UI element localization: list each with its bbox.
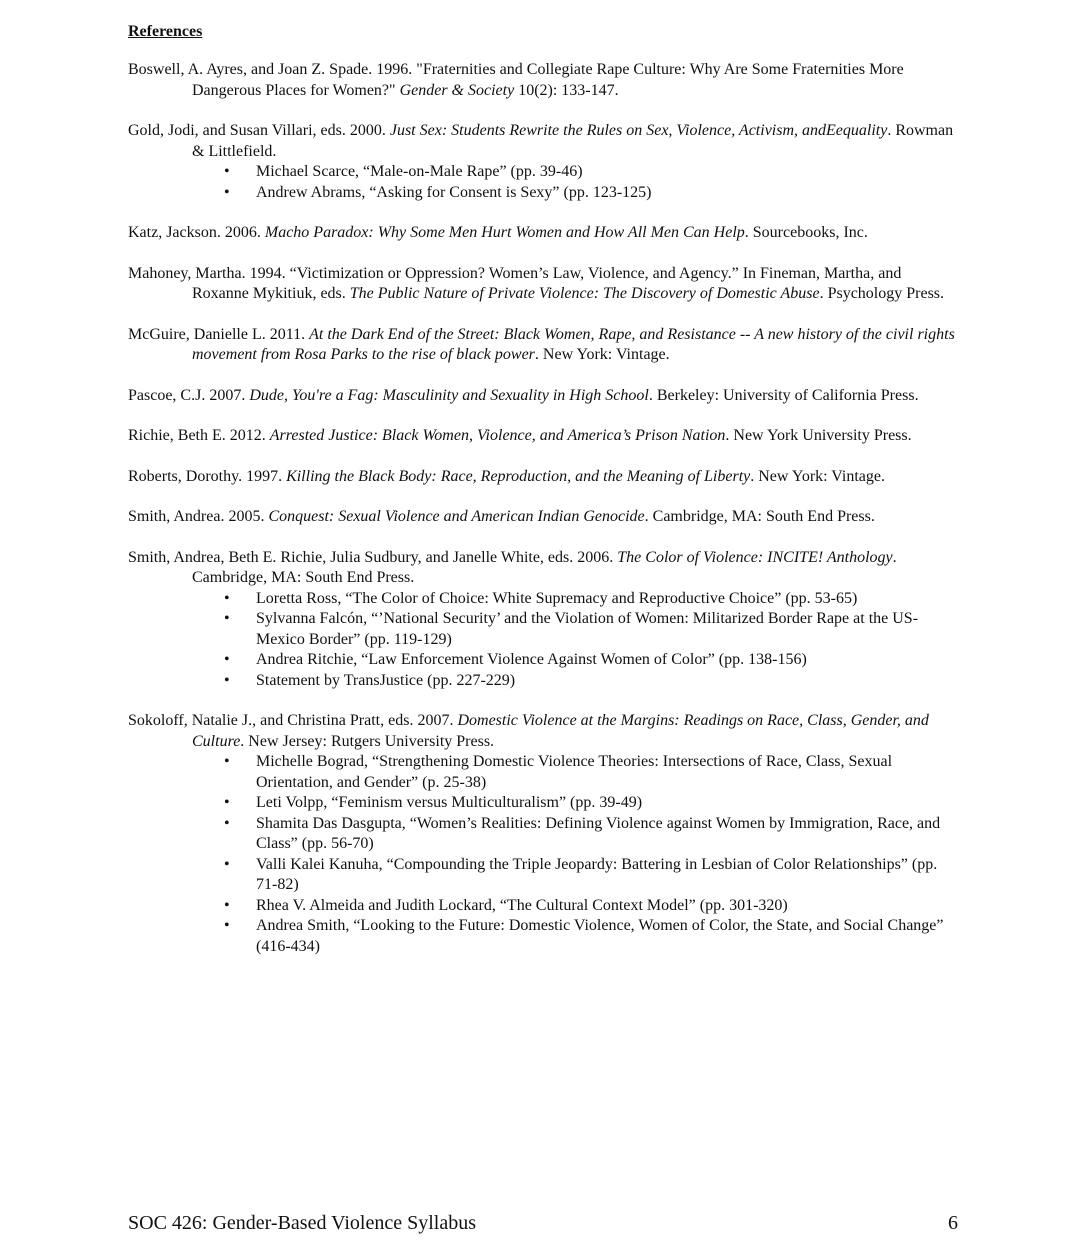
reference-title: Arrested Justice: Black Women, Violence, and America’s Prison Nation: [269, 427, 726, 444]
reference-title: Just Sex: Students Rewrite the Rules on Sex, Violence, Activism, andEequality: [389, 122, 888, 139]
bullet-icon: •: [224, 163, 230, 180]
reference-entry: [128, 548, 958, 692]
chapter-text: Andrea Smith, “Looking to the Future: Domestic Violence, Women of Color, the State, and Social Change” (416-434): [256, 917, 944, 955]
reference-entry: [128, 223, 958, 244]
reference-entry: [128, 121, 958, 203]
reference-entry: [128, 264, 958, 305]
bullet-icon: •: [224, 671, 230, 689]
reference-title: Conquest: Sexual Violence and American Indian Genocide: [268, 508, 645, 525]
document-body: [128, 20, 958, 977]
reference-publisher: . New York University Press.: [725, 427, 912, 444]
bullet-icon: •: [224, 589, 230, 607]
reference-title: Gender & Society: [399, 81, 515, 99]
chapter-item: [192, 855, 958, 896]
bullet-icon: •: [224, 753, 230, 770]
reference-citation: Boswell, A. Ayres, and Joan Z. Spade. 1996. "Fraternities and Collegiate Rape Culture: Why Are Some Fraternities More Dangerous Places for Women?": [128, 61, 904, 99]
reference-citation: Katz, Jackson. 2006.: [128, 224, 265, 241]
bullet-icon: •: [224, 917, 230, 934]
chapter-text: Shamita Das Dasgupta, “Women’s Realities: Defining Violence against Women by Immigration, Race, and Class” (pp. 56-70): [256, 814, 941, 852]
reference-entry: [128, 325, 958, 366]
reference-citation: Smith, Andrea, Beth E. Richie, Julia Sudbury, and Janelle White, eds. 2006.: [128, 548, 618, 566]
reference-title: At the Dark End of the Street: Black Women, Rape, and Resistance -- A new history of the civil rights movement from Rosa Parks to the rise of black power: [192, 325, 955, 363]
reference-publisher: . Rowman & Littlefield.: [192, 122, 954, 160]
chapter-text: Valli Kalei Kanuha, “Compounding the Triple Jeopardy: Battering in Lesbian of Color Relationships” (pp. 71-82): [256, 855, 938, 893]
reference-title: Macho Paradox: Why Some Men Hurt Women and How All Men Can Help: [264, 224, 745, 241]
reference-publisher: . Berkeley: University of California Press.: [648, 386, 919, 404]
references-heading: References: [128, 23, 203, 40]
reference-title: The Public Nature of Private Violence: The Discovery of Domestic Abuse: [349, 285, 820, 302]
reference-list: [128, 60, 958, 957]
bullet-icon: •: [224, 610, 230, 627]
chapter-list: [192, 752, 958, 957]
chapter-item: [192, 896, 958, 917]
reference-title: Dude, You're a Fag: Masculinity and Sexuality in High School: [249, 386, 649, 404]
bullet-icon: •: [224, 855, 230, 873]
reference-citation: Roberts, Dorothy. 1997.: [128, 467, 287, 485]
chapter-text: Leti Volpp, “Feminism versus Multiculturalism” (pp. 39-49): [256, 794, 643, 811]
reference-publisher: . New York: Vintage.: [534, 346, 670, 363]
reference-publisher: . New York: Vintage.: [750, 467, 885, 485]
reference-publisher: . Sourcebooks, Inc.: [744, 224, 868, 241]
reference-publisher: 10(2): 133-147.: [514, 81, 619, 99]
chapter-item: [192, 916, 958, 957]
page-number: 6: [948, 1212, 958, 1234]
reference-citation: Mahoney, Martha. 1994. “Victimization or Oppression? Women’s Law, Violence, and Agency.” In Fineman, Martha, and Roxanne Mykitiuk, eds.: [128, 264, 902, 302]
chapter-text: Rhea V. Almeida and Judith Lockard, “The Cultural Context Model” (pp. 301-320): [256, 896, 788, 914]
bullet-icon: •: [224, 794, 230, 811]
chapter-text: Michelle Bograd, “Strengthening Domestic Violence Theories: Intersections of Race, Class, Sexual Orientation, and Gender” (p. 25-38): [256, 753, 893, 791]
chapter-text: Andrea Ritchie, “Law Enforcement Violence Against Women of Color” (pp. 138-156): [256, 651, 807, 668]
chapter-text: Statement by TransJustice (pp. 227-229): [256, 671, 516, 689]
chapter-text: Loretta Ross, “The Color of Choice: White Supremacy and Reproductive Choice” (pp. 53-65): [256, 589, 858, 607]
reference-entry: [128, 386, 958, 407]
chapter-item: [192, 650, 958, 671]
reference-citation: Richie, Beth E. 2012.: [128, 427, 270, 444]
reference-publisher: . New Jersey: Rutgers University Press.: [240, 732, 495, 750]
chapter-list: [192, 162, 958, 203]
reference-publisher: . Cambridge, MA: South End Press.: [192, 548, 897, 586]
chapter-item: [192, 752, 958, 793]
chapter-item: [192, 589, 958, 610]
chapter-item: [192, 162, 958, 183]
footer-title: SOC 426: Gender-Based Violence Syllabus: [128, 1212, 476, 1234]
bullet-icon: •: [224, 183, 230, 201]
chapter-item: [192, 793, 958, 814]
chapter-text: Andrew Abrams, “Asking for Consent is Sexy” (pp. 123-125): [256, 183, 652, 201]
reference-publisher: . Psychology Press.: [819, 285, 945, 302]
chapter-text: Michael Scarce, “Male-on-Male Rape” (pp. 39-46): [256, 163, 583, 180]
reference-entry: [128, 426, 958, 447]
reference-citation: Gold, Jodi, and Susan Villari, eds. 2000.: [128, 122, 390, 139]
bullet-icon: •: [224, 651, 230, 668]
reference-title: Domestic Violence at the Margins: Readings on Race, Class, Gender, and Culture: [192, 712, 929, 750]
bullet-icon: •: [224, 896, 230, 914]
reference-citation: Smith, Andrea. 2005.: [128, 508, 269, 525]
chapter-text: Sylvanna Falcón, “’National Security’ and the Violation of Women: Militarized Border Rape at the US-Mexico Border” (pp. 119-129): [256, 610, 919, 648]
chapter-item: [192, 609, 958, 650]
reference-citation: Sokoloff, Natalie J., and Christina Pratt, eds. 2007.: [128, 712, 458, 729]
bullet-icon: •: [224, 814, 230, 832]
reference-entry: [128, 507, 958, 528]
chapter-item: [192, 671, 958, 692]
reference-citation: Pascoe, C.J. 2007.: [128, 386, 250, 404]
reference-entry: [128, 60, 958, 101]
reference-entry: [128, 711, 958, 957]
reference-publisher: . Cambridge, MA: South End Press.: [644, 508, 875, 525]
reference-entry: [128, 467, 958, 488]
reference-title: Killing the Black Body: Race, Reproduction, and the Meaning of Liberty: [286, 467, 751, 485]
page-footer: [128, 1209, 958, 1237]
reference-citation: McGuire, Danielle L. 2011.: [128, 325, 310, 343]
chapter-item: [192, 814, 958, 855]
reference-title: The Color of Violence: INCITE! Anthology: [617, 548, 893, 566]
chapter-list: [192, 589, 958, 692]
chapter-item: [192, 183, 958, 204]
